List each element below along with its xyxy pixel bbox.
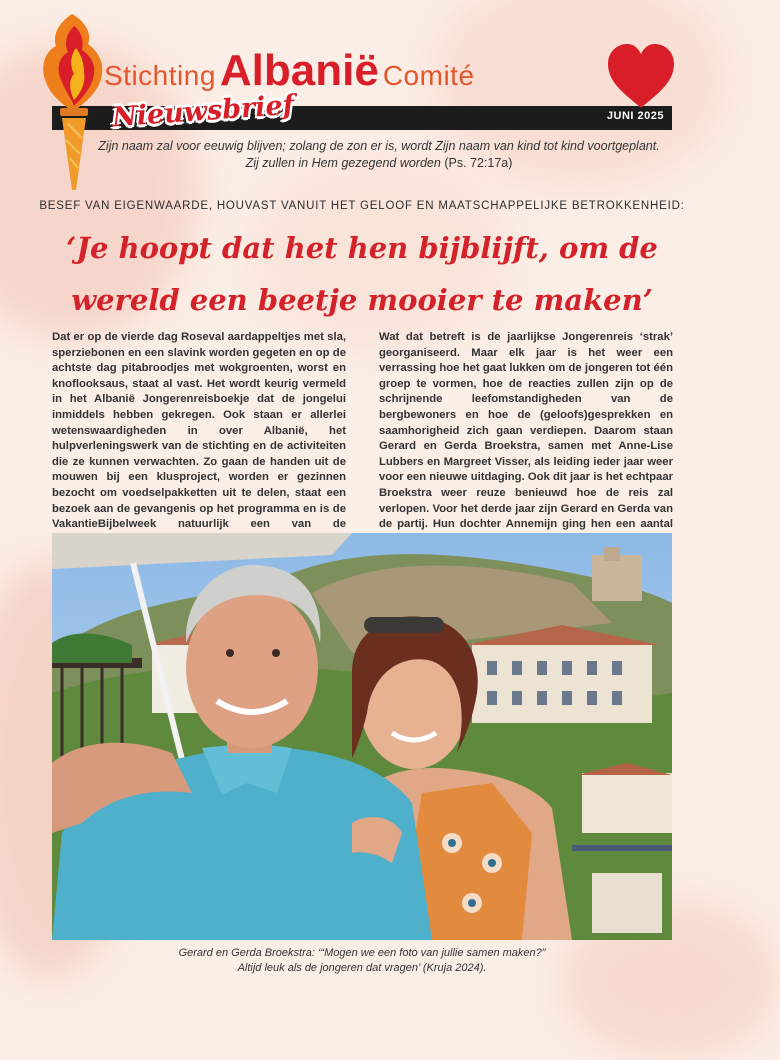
title-comite: Comité bbox=[382, 60, 475, 91]
title-albanie: Albanië bbox=[219, 46, 379, 95]
verse-line-1: Zijn naam zal voor eeuwig blijven; zolang de zon er is, wordt Zijn naam van kind tot kind voortgeplant. bbox=[98, 139, 660, 153]
bible-verse bbox=[86, 138, 672, 172]
verse-line-2 bbox=[86, 155, 672, 172]
verse-reference: (Ps. 72:17a) bbox=[444, 156, 513, 170]
photo-caption bbox=[0, 946, 724, 976]
title-stichting: Stichting bbox=[104, 60, 216, 91]
article-column-left: Dat er op de vierde dag Roseval aardappeltjes met sla, sperziebonen en een slavink worden gegeten en op de achtste dag pitabroodjes met wokgroenten, worst en knoflooksaus, staat al vast. Het wordt keurig vermeld in het Albanië Jongerenreisboekje dat de jongelui inmiddels hebben gekregen. Ook staan er allerlei wetenswaardigheden in over Albanië, het hulpverleningswerk van de stichting en de activiteiten die ze kunnen verwachten. Zo gaan de handen uit de mouwen bij een klusproject, worden er gezinnen bezocht om voedselpakketten uit te delen, staat een bezoek aan de gevangenis op het programma en is de VakantieBijbelweek natuurlijk een van de bbox=[52, 331, 346, 531]
issue-date: JUNI 2025 bbox=[606, 110, 664, 122]
article-column-right: Wat dat betreft is de jaarlijkse Jongerenreis ‘strak’ georganiseerd. Maar elk jaar is het weer een verrassing hoe het gaat lukken om de jongeren tot één groep te vormen, hoe de reacties zullen zijn op de schrijnende leefomstandigheden van de bergbewoners en hoe de (geloofs)gesprekken en saamhorigheid zich gaan verdiepen. Daarom staan Gerard en Gerda Broekstra, samen met Anne-Lise Lubbers en Margreet Visser, als leiding ieder jaar weer voor een nieuwe uitdaging. Ook dit jaar is het echtpaar Broekstra weer reuze benieuwd hoe de reis zal verlopen. Voor het derde jaar zijn Gerard en Gerda van de partij. Hun dochter Annemijn ging hen een aantal bbox=[379, 331, 673, 531]
caption-line-1: Gerard en Gerda Broekstra: ‘“Mogen we een foto van jullie samen maken?” bbox=[178, 947, 546, 959]
article-kicker: BESEF VAN EIGENWAARDE, HOUVAST VANUIT HET GELOOF EN MAATSCHAPPELIJKE BETROKKENHEID: bbox=[39, 200, 685, 212]
verse-text: Zij zullen in Hem gezegend worden bbox=[245, 156, 441, 170]
masthead-title bbox=[104, 46, 475, 96]
photo-illustration bbox=[52, 533, 672, 940]
article-photo bbox=[52, 533, 672, 940]
heart-icon bbox=[606, 42, 676, 110]
caption-line-2: Altijd leuk als de jongeren dat vragen’ (Kruja 2024). bbox=[237, 962, 487, 974]
article-headline bbox=[40, 222, 684, 326]
headline-line-2: wereld een beetje mooier te maken’ bbox=[71, 283, 653, 317]
newsletter-label: Nieuwsbrief bbox=[111, 89, 296, 134]
headline-line-1: ‘Je hoopt dat het hen bijblijft, om de bbox=[66, 231, 658, 265]
